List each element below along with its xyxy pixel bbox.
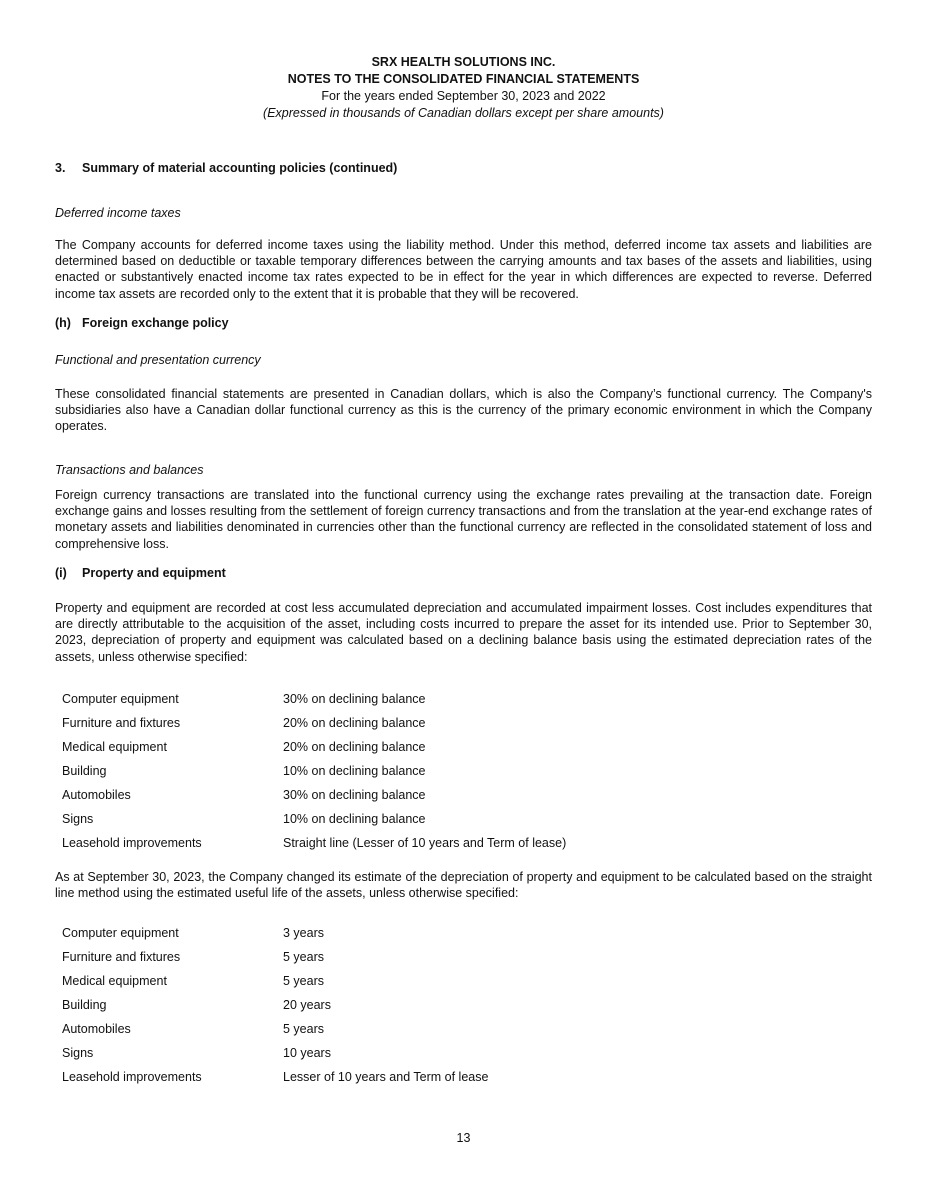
asset-name: Furniture and fixtures	[62, 950, 181, 964]
table-row	[62, 836, 762, 860]
asset-name: Leasehold improvements	[62, 836, 202, 850]
property-equipment-label: (i)	[55, 566, 67, 580]
table-row	[62, 692, 762, 716]
table-row	[62, 1022, 762, 1046]
page-header	[0, 54, 927, 122]
asset-name: Leasehold improvements	[62, 1070, 202, 1084]
useful-life: 3 years	[283, 926, 324, 940]
functional-currency-subheading: Functional and presentation currency	[55, 353, 261, 367]
document-title: NOTES TO THE CONSOLIDATED FINANCIAL STATEMENTS	[287, 72, 640, 86]
depreciation-rate: 30% on declining balance	[283, 788, 426, 802]
useful-life-table	[62, 926, 762, 1094]
asset-name: Medical equipment	[62, 740, 167, 754]
table-row	[62, 1046, 762, 1070]
deferred-taxes-subheading: Deferred income taxes	[55, 206, 181, 220]
asset-name: Building	[62, 998, 107, 1012]
table-row	[62, 974, 762, 998]
asset-name: Signs	[62, 1046, 94, 1060]
table-row	[62, 1070, 762, 1094]
depreciation-rate: 20% on declining balance	[283, 740, 426, 754]
table-row	[62, 740, 762, 764]
depreciation-rate: 10% on declining balance	[283, 764, 426, 778]
foreign-exchange-label: (h)	[55, 316, 71, 330]
asset-name: Signs	[62, 812, 94, 826]
company-name: SRX HEALTH SOLUTIONS INC.	[371, 55, 556, 69]
useful-life: 5 years	[283, 1022, 324, 1036]
transactions-subheading: Transactions and balances	[55, 463, 204, 477]
useful-life: 5 years	[283, 950, 324, 964]
depreciation-rate: 30% on declining balance	[283, 692, 426, 706]
depreciation-rates-table	[62, 692, 762, 860]
foreign-exchange-heading	[55, 316, 872, 330]
table-row	[62, 788, 762, 812]
asset-name: Computer equipment	[62, 926, 179, 940]
page-number: 13	[456, 1131, 471, 1145]
property-intro-paragraph: Property and equipment are recorded at cost less accumulated depreciation and accumulated impairment losses. Cost includes expenditures that are directly attributable to the acquisition of the asset, including costs incurred to prepare the asset for its intended use. Prior to September 30, 2023, depreciation of property and equipment was calculated based on a declining balance basis using the estimated depreciation rates of the assets, unless otherwise specified:	[55, 601, 872, 664]
property-equipment-title: Property and equipment	[82, 566, 226, 580]
useful-life: Lesser of 10 years and Term of lease	[283, 1070, 489, 1084]
asset-name: Medical equipment	[62, 974, 167, 988]
deferred-taxes-paragraph: The Company accounts for deferred income taxes using the liability method. Under this method, deferred income tax assets and liabilities are determined based on deductible or taxable temporary differences between the carrying amounts and tax bases of the assets and liabilities, using enacted or substantively enacted income tax rates expected to be in effect for the year in which differences are expected to reverse. Deferred income tax assets are recorded only to the extent that it is probable that they will be recovered.	[55, 238, 872, 301]
asset-name: Computer equipment	[62, 692, 179, 706]
foreign-exchange-title: Foreign exchange policy	[82, 316, 229, 330]
currency-note: (Expressed in thousands of Canadian dollars except per share amounts)	[263, 106, 664, 120]
property-equipment-heading	[55, 566, 872, 580]
depreciation-rate: Straight line (Lesser of 10 years and Term of lease)	[283, 836, 567, 850]
depreciation-rate: 20% on declining balance	[283, 716, 426, 730]
asset-name: Automobiles	[62, 788, 131, 802]
table-row	[62, 998, 762, 1022]
table-row	[62, 950, 762, 974]
asset-name: Automobiles	[62, 1022, 131, 1036]
asset-name: Furniture and fixtures	[62, 716, 181, 730]
table-row	[62, 764, 762, 788]
section-title: Summary of material accounting policies (continued)	[82, 161, 398, 175]
reporting-period: For the years ended September 30, 2023 and 2022	[321, 89, 606, 103]
table-row	[62, 716, 762, 740]
estimate-change-paragraph: As at September 30, 2023, the Company changed its estimate of the depreciation of property and equipment to be calculated based on the straight line method using the estimated useful life of the assets, unless otherwise specified:	[55, 870, 872, 901]
transactions-paragraph: Foreign currency transactions are translated into the functional currency using the exchange rates prevailing at the transaction date. Foreign exchange gains and losses resulting from the settlement of foreign currency transactions and from the translation at the year-end exchange rates of monetary assets and liabilities denominated in currencies other than the functional currency are reflected in the consolidated statement of loss and comprehensive loss.	[55, 488, 872, 551]
useful-life: 10 years	[283, 1046, 331, 1060]
section-number: 3.	[55, 161, 66, 175]
useful-life: 20 years	[283, 998, 331, 1012]
useful-life: 5 years	[283, 974, 324, 988]
table-row	[62, 926, 762, 950]
functional-currency-paragraph: These consolidated financial statements are presented in Canadian dollars, which is also the Company’s functional currency. The Company's subsidiaries also have a Canadian dollar functional currency as this is the currency of the primary economic environment in which the Company operates.	[55, 387, 872, 434]
depreciation-rate: 10% on declining balance	[283, 812, 426, 826]
asset-name: Building	[62, 764, 107, 778]
table-row	[62, 812, 762, 836]
section-heading	[55, 161, 872, 175]
